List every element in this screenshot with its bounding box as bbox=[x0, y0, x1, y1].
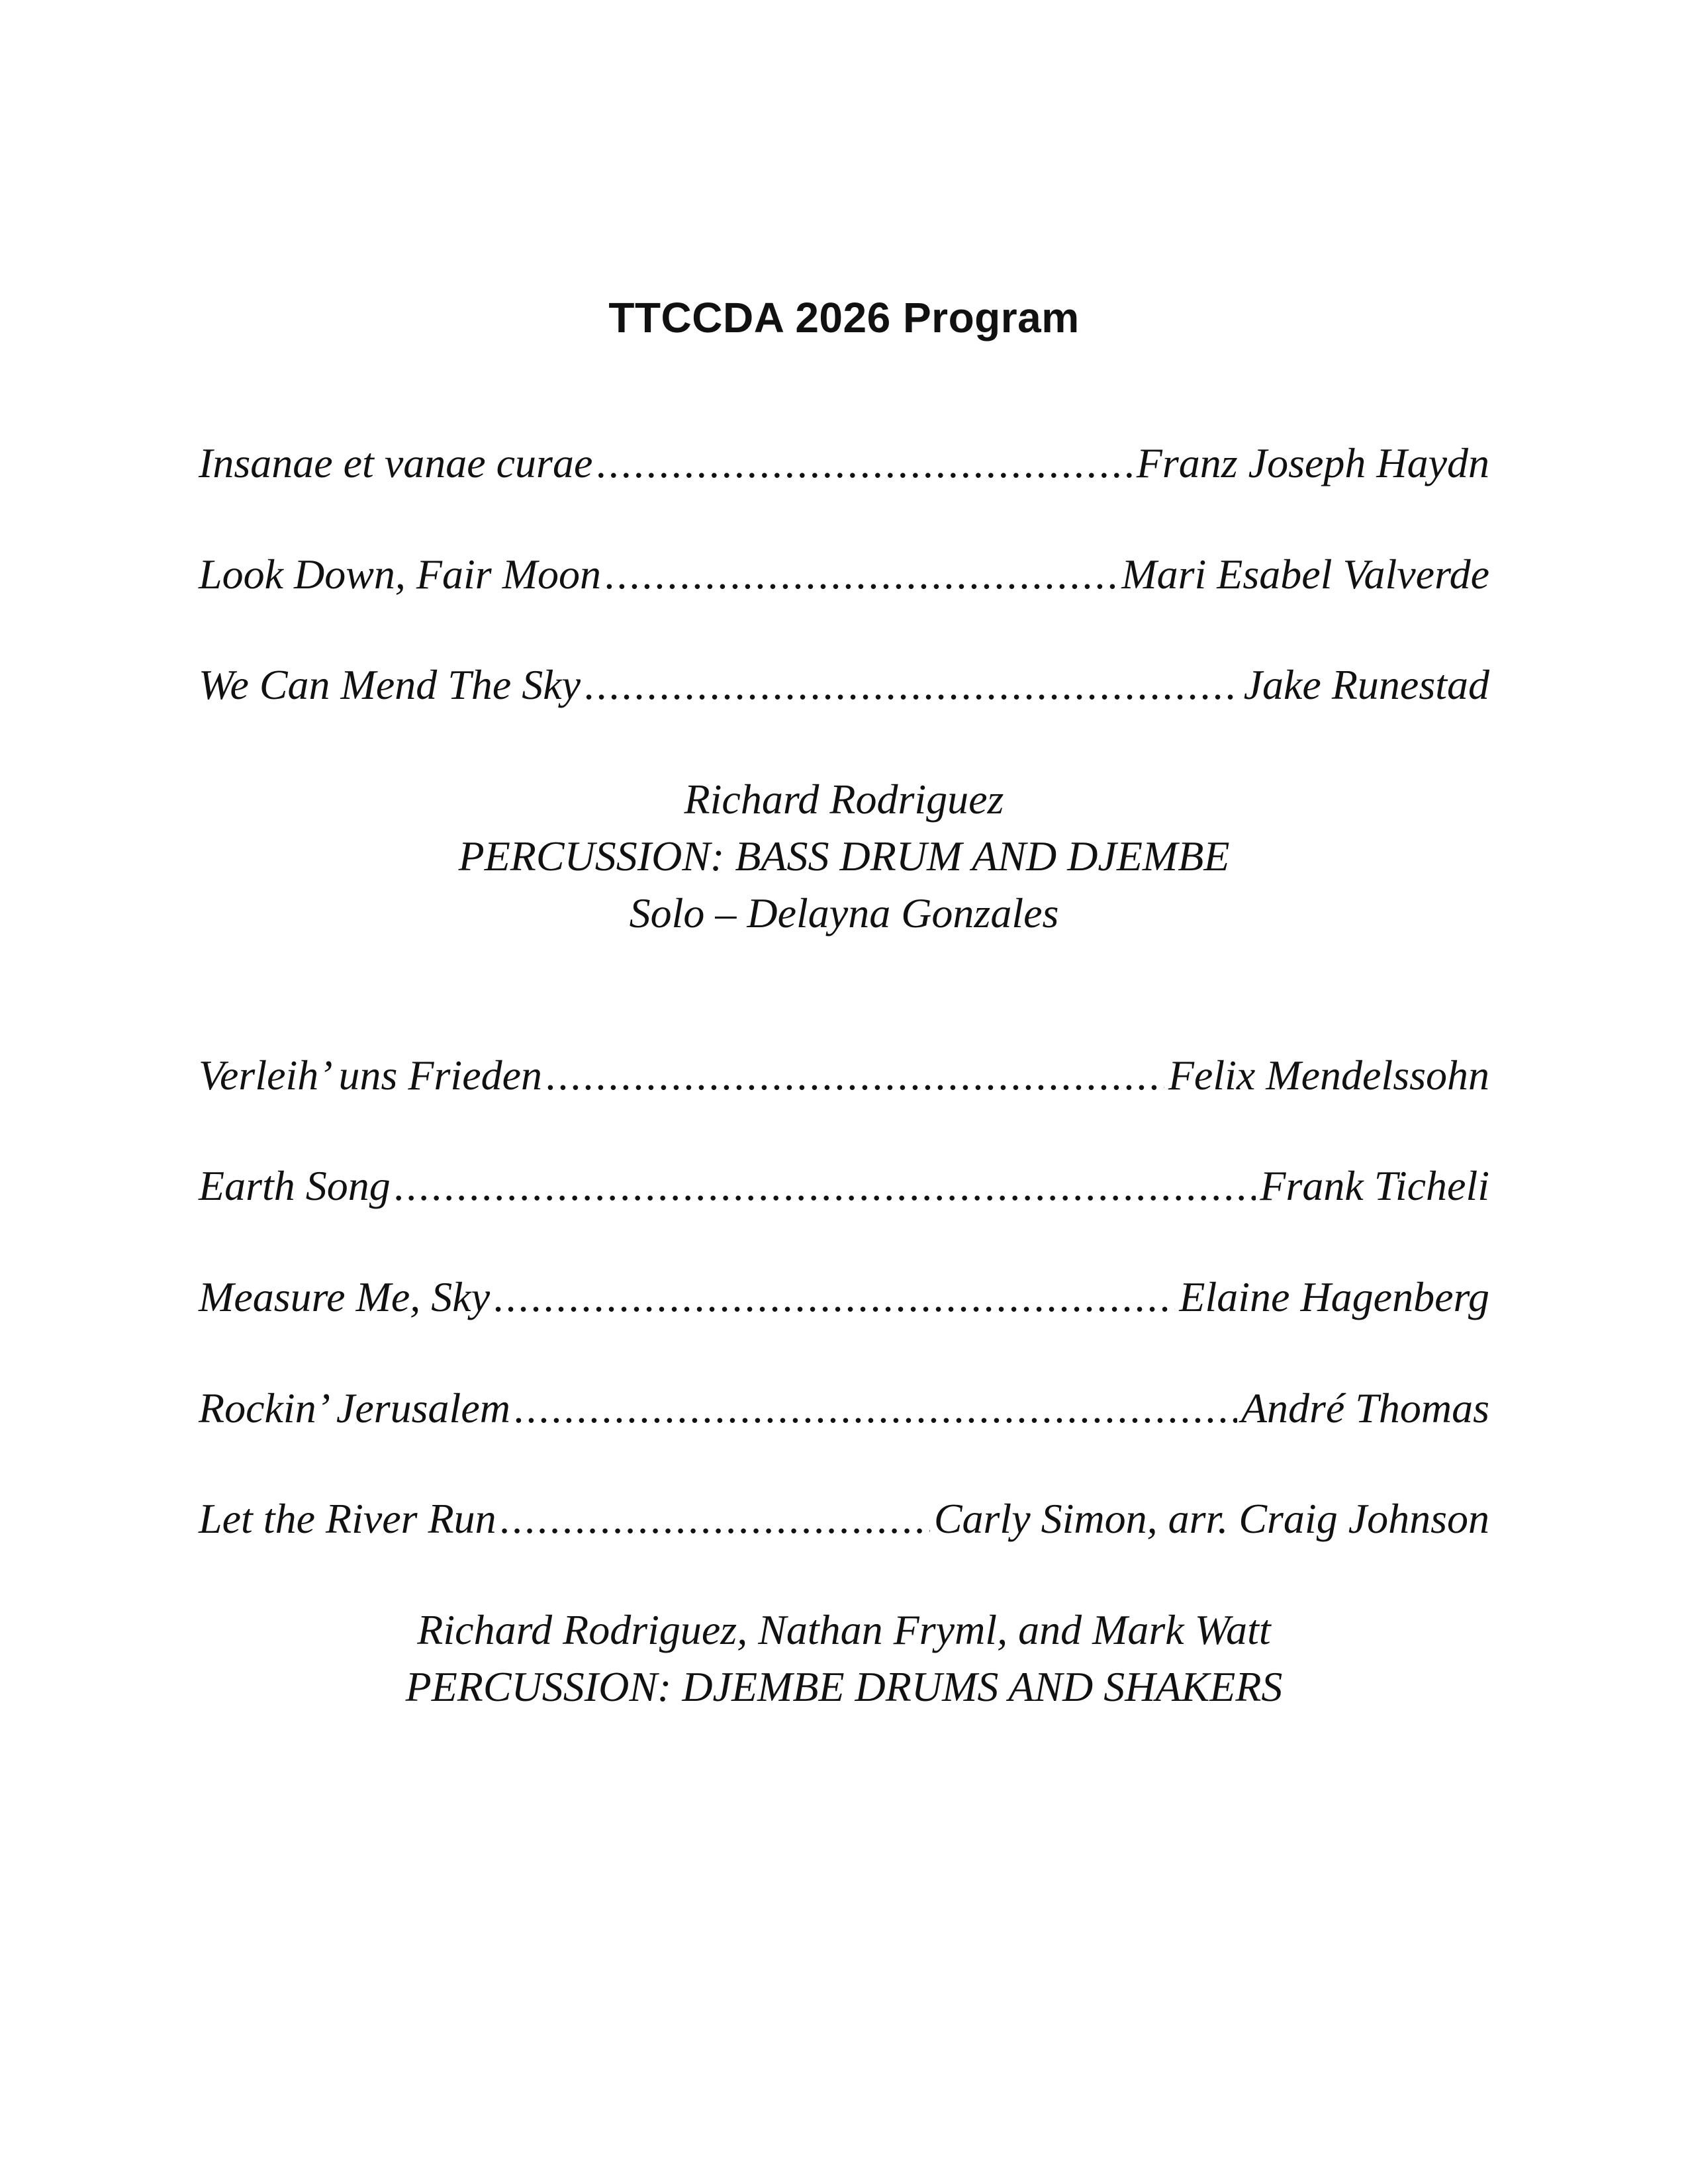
composer-name: Carly Simon, arr. Craig Johnson bbox=[933, 1495, 1489, 1542]
set1-credits bbox=[0, 771, 1688, 942]
performer-credit: Richard Rodriguez bbox=[684, 776, 1004, 823]
dot-leader bbox=[546, 1049, 1164, 1102]
performer-credit: Richard Rodriguez, Nathan Fryml, and Mark Watt bbox=[417, 1606, 1271, 1653]
dot-leader bbox=[596, 437, 1132, 490]
program-entry bbox=[199, 437, 1489, 490]
program-entry bbox=[199, 659, 1489, 711]
work-title: Measure Me, Sky bbox=[199, 1273, 491, 1320]
composer-name: Elaine Hagenberg bbox=[1179, 1273, 1489, 1320]
dot-leader bbox=[395, 1160, 1256, 1212]
dot-leader bbox=[494, 1271, 1175, 1324]
work-title: Earth Song bbox=[199, 1162, 391, 1209]
solo-credit: Solo – Delayna Gonzales bbox=[629, 889, 1059, 936]
work-title: Verleih’ uns Frieden bbox=[199, 1052, 542, 1099]
percussion-credit: PERCUSSION: BASS DRUM AND DJEMBE bbox=[458, 833, 1230, 880]
composer-name: Mari Esabel Valverde bbox=[1121, 551, 1489, 598]
composer-name: Franz Joseph Haydn bbox=[1136, 439, 1489, 486]
program-entry bbox=[199, 548, 1489, 601]
program-entry bbox=[199, 1160, 1489, 1212]
composer-name: Frank Ticheli bbox=[1260, 1162, 1489, 1209]
program-entry bbox=[199, 1492, 1489, 1545]
composer-name: André Thomas bbox=[1241, 1385, 1489, 1432]
composer-name: Jake Runestad bbox=[1243, 661, 1489, 708]
work-title: Let the River Run bbox=[199, 1495, 496, 1542]
set2-credits bbox=[0, 1602, 1688, 1715]
work-title: We Can Mend The Sky bbox=[199, 661, 581, 708]
dot-leader bbox=[500, 1492, 930, 1545]
dot-leader bbox=[605, 548, 1117, 601]
work-title: Insanae et vanae curae bbox=[199, 439, 593, 486]
composer-name: Felix Mendelssohn bbox=[1168, 1052, 1489, 1099]
program-entry bbox=[199, 1049, 1489, 1102]
percussion-credit: PERCUSSION: DJEMBE DRUMS AND SHAKERS bbox=[405, 1663, 1283, 1710]
page-title: TTCCDA 2026 Program bbox=[608, 294, 1080, 341]
dot-leader bbox=[585, 659, 1240, 711]
program-entry bbox=[199, 1271, 1489, 1324]
program-entry bbox=[199, 1382, 1489, 1435]
dot-leader bbox=[514, 1382, 1237, 1435]
work-title: Look Down, Fair Moon bbox=[199, 551, 601, 598]
work-title: Rockin’ Jerusalem bbox=[199, 1385, 510, 1432]
